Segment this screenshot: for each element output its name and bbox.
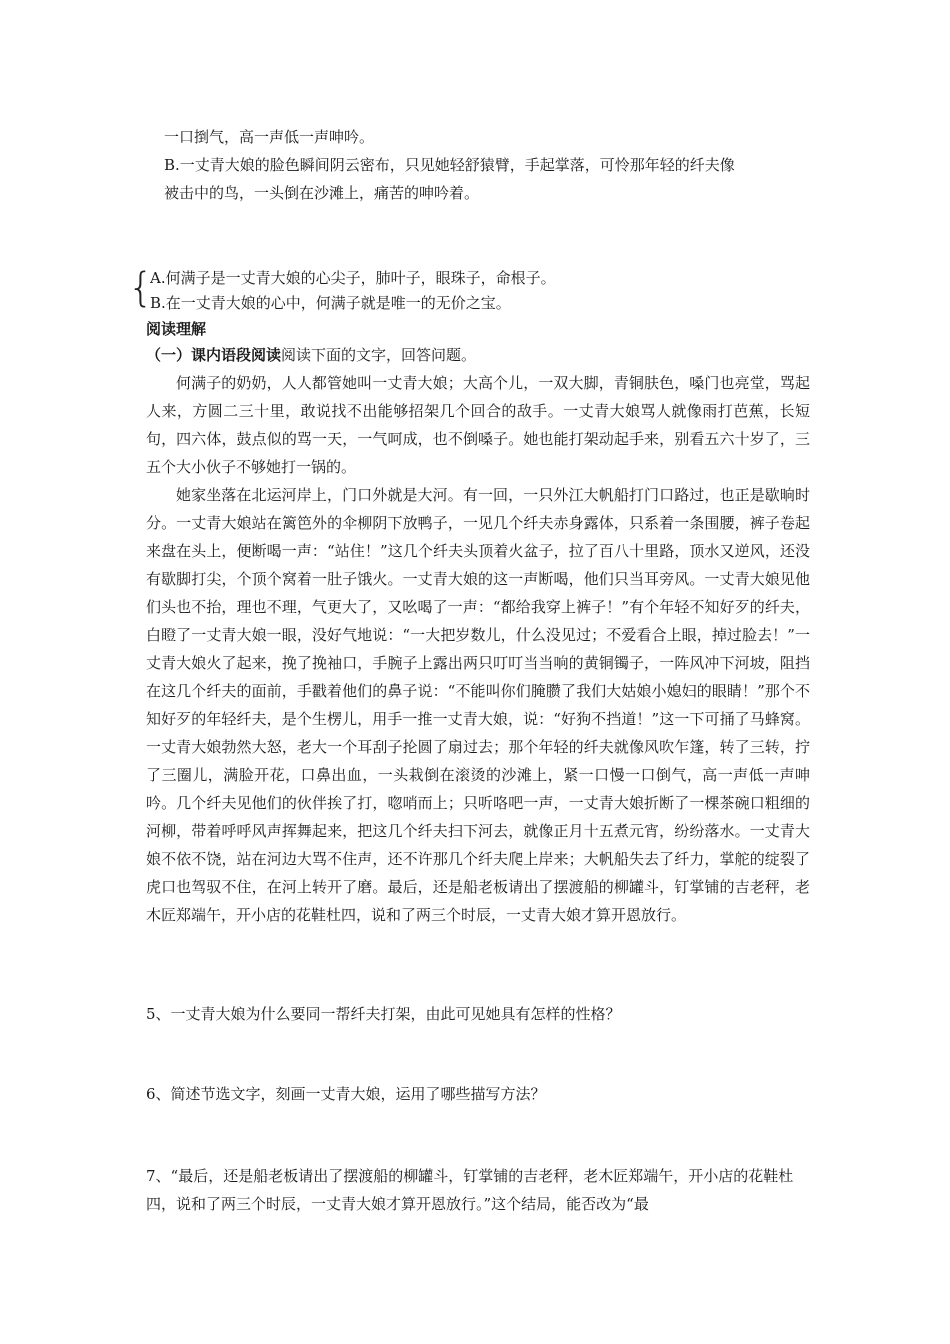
subsection-label: （一）课内语段阅读 [146,346,282,364]
passage-paragraph-2: 她家坐落在北运河岸上，门口外就是大河。有一回，一只外江大帆船打门口路过，也正是歇晌时分。一丈青大娘站在篱笆外的伞柳阴下放鸭子，一见几个纤夫赤身露体，只系着一条围腰，裤子卷起来盘在头上，便断喝一声：“站住！”这几个纤夫头顶着火盆子，拉了百八十里路，顶水又逆风，还没有歇脚打尖，个顶个窝着一肚子饿火。一丈青大娘的这一声断喝，他们只当耳旁风。一丈青大娘见他们头也不抬，理也不理，气更大了，又吆喝了一声：“都给我穿上裤子！”有个年轻不知好歹的纤夫，白瞪了一丈青大娘一眼，没好气地说：“一大把岁数儿，什么没见过；不爱看合上眼，掉过脸去！”一丈青大娘火了起来，挽了挽袖口，手腕子上露出两只叮叮当当响的黄铜镯子，一阵风冲下河坡，阻挡在这几个纤夫的面前，手戳着他们的鼻子说：“不能叫你们腌臜了我们大姑娘小媳妇的眼睛！”那个不知好歹的年轻纤夫，是个生楞儿，用手一推一丈青大娘，说：“好狗不挡道！”这一下可捅了马蜂窝。一丈青大娘勃然大怒，老大一个耳刮子抡圆了扇过去；那个年轻的纤夫就像风吹乍篷，转了三转，拧了三圈儿，满脸开花，口鼻出血，一头栽倒在滚烫的沙滩上，紧一口慢一口倒气，高一声低一声呻吟。几个纤夫见他们的伙伴挨了打，唿哨而上；只听咯吧一声，一丈青大娘折断了一棵茶碗口粗细的河柳，带着呼呼风声挥舞起来，把这几个纤夫扫下河去，就像正月十五煮元宵，纷纷落水。一丈青大娘不依不饶，站在河边大骂不住声，还不许那几个纤夫爬上岸来；大帆船失去了纤力，掌舵的绽裂了虎口也驾驭不住，在河上转开了磨。最后，还是船老板请出了摆渡船的柳罐斗，钉掌铺的吉老秤，老木匠郑端午，开小店的花鞋杜四，说和了两三个时辰，一丈青大娘才算开恩放行。 [146,486,810,924]
brace-option-a: A.何满子是一丈青大娘的心尖子，肺叶子，眼珠子，命根子。 [150,269,556,287]
left-brace-icon: { [128,265,154,311]
option-b-line-2: 被击中的鸟，一头倒在沙滩上，痛苦的呻吟着。 [164,184,480,202]
subsection-heading [146,345,476,365]
passage-paragraph-1: 何满子的奶奶，人人都管她叫一丈青大娘；大高个儿，一双大脚，青铜肤色，嗓门也亮堂，骂起人来，方圆二三十里，敢说找不出能够招架几个回合的敌手。一丈青大娘骂人就像雨打芭蕉，长短句，四六体，鼓点似的骂一天，一气呵成，也不倒嗓子。她也能打架动起手来，别看五六十岁了，三五个大小伙子不够她打一锅的。 [146,374,810,476]
question-5: 5、一丈青大娘为什么要同一帮纤夫打架，由此可见她具有怎样的性格？ [146,1005,621,1023]
brace-option-b: B.在一丈青大娘的心中，何满子就是唯一的无价之宝。 [150,294,511,312]
option-b-line-1: B.一丈青大娘的脸色瞬间阴云密布，只见她轻舒猿臂，手起掌落，可怜那年轻的纤夫像 [164,156,735,174]
section-title: 阅读理解 [146,320,207,338]
question-7: 7、“最后，还是船老板请出了摆渡船的柳罐斗，钉掌铺的吉老秤，老木匠郑端午，开小店的花鞋杜四，说和了两三个时辰，一丈青大娘才算开恩放行。”这个结局，能否改为“最 [146,1167,794,1213]
question-6: 6、简述节选文字，刻画一丈青大娘，运用了哪些描写方法？ [146,1085,546,1103]
subsection-instruction: 阅读下面的文字，回答问题。 [281,346,477,364]
option-a-continuation: 一口捯气，高一声低一声呻吟。 [164,128,375,146]
